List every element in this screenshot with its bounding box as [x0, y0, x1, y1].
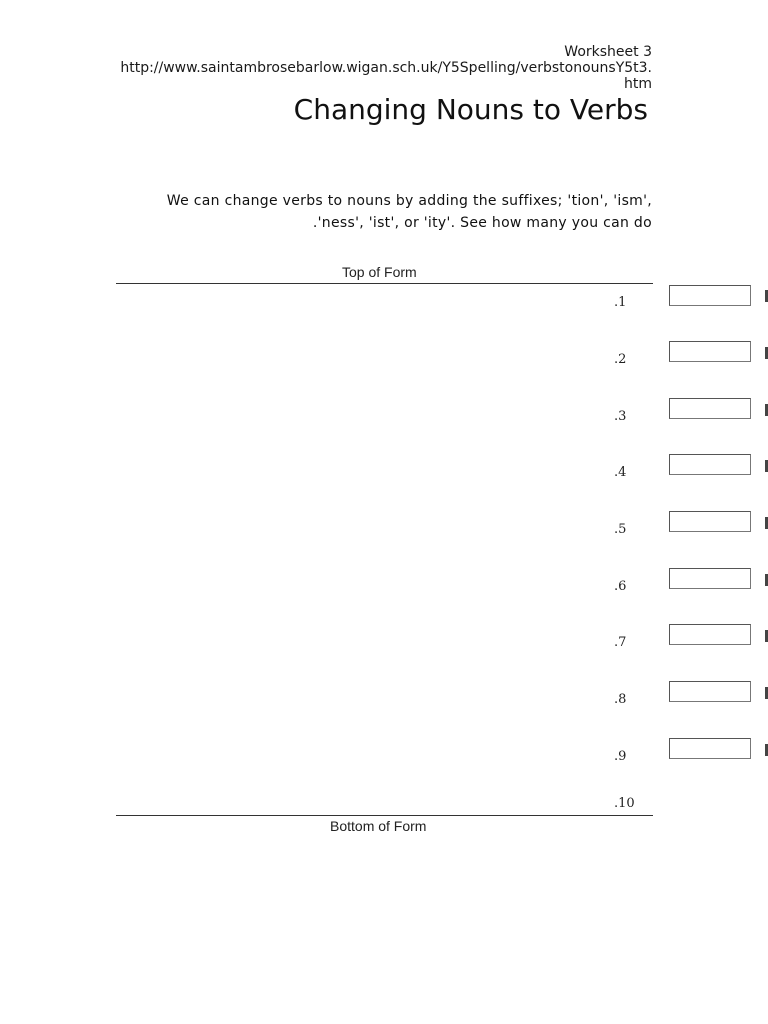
answer-input-5[interactable]	[669, 511, 751, 532]
question-number: .7	[614, 635, 627, 650]
top-of-form-label: Top of Form	[342, 264, 417, 280]
instructions	[112, 190, 652, 234]
answer-input-4[interactable]	[669, 454, 751, 475]
answer-input-2[interactable]	[669, 341, 751, 362]
question-number: .3	[614, 409, 627, 424]
answer-input-9[interactable]	[669, 738, 751, 759]
question-number: .5	[614, 522, 627, 537]
instructions-line-2: .'ness', 'ist', or 'ity'. See how many you can do	[312, 215, 652, 231]
question-number: .8	[614, 692, 627, 707]
question-number: .9	[614, 749, 627, 764]
bottom-of-form-label: Bottom of Form	[330, 818, 427, 834]
instructions-line-1: We can change verbs to nouns by adding the suffixes; 'tion', 'ism',	[166, 193, 652, 209]
question-number: .6	[614, 579, 627, 594]
page-header	[112, 44, 652, 92]
answer-input-3[interactable]	[669, 398, 751, 419]
question-number: .10	[614, 796, 635, 811]
question-number: .1	[614, 295, 627, 310]
worksheet-label: Worksheet 3	[564, 44, 652, 60]
form-top-divider	[116, 283, 653, 284]
question-number: .4	[614, 465, 627, 480]
answer-input-6[interactable]	[669, 568, 751, 589]
source-url: http://www.saintambrosebarlow.wigan.sch.uk/Y5Spelling/verbstonounsY5t3.htm	[120, 60, 652, 92]
answer-input-1[interactable]	[669, 285, 751, 306]
question-number: .2	[614, 352, 627, 367]
answer-input-7[interactable]	[669, 624, 751, 645]
answer-input-8[interactable]	[669, 681, 751, 702]
page-title: Changing Nouns to Verbs	[293, 93, 648, 126]
form-bottom-divider	[116, 815, 653, 816]
